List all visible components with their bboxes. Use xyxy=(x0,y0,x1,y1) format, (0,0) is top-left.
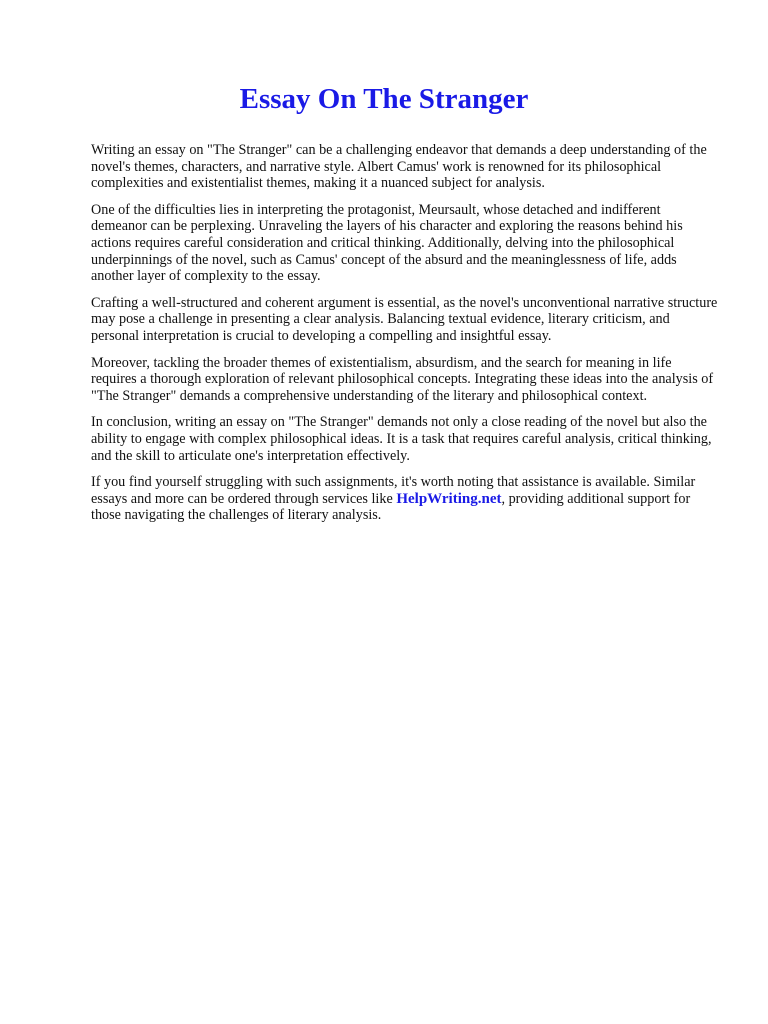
paragraph-intro: Writing an essay on "The Stranger" can be a challenging endeavor that demands a deep understanding of the novel's themes, characters, and narrative style. Albert Camus' work is renowned for its philosophical complexities and existentialist themes, making it a nuanced subject for analysis. xyxy=(91,142,707,192)
closing-text-before-link: If you find yourself struggling with such assignments, it's worth noting that assistance is available. Similar essays and more can be ordered through services like xyxy=(91,474,696,507)
document-title: Essay On The Stranger xyxy=(239,83,529,115)
closing-text-after-link: , providing additional support for those navigating the challenges of literary analysis. xyxy=(91,490,691,524)
paragraph-closing xyxy=(91,474,718,524)
paragraph-themes: Moreover, tackling the broader themes of existentialism, absurdism, and the search for meaning in life requires a thorough exploration of relevant philosophical concepts. Integrating these ideas into the analysis of "The Stranger" demands a comprehensive understanding of the literary and philosophical context. xyxy=(91,354,714,404)
paragraph-structure: Crafting a well-structured and coherent argument is essential, as the novel's unconventional narrative structure may pose a challenge in presenting a clear analysis. Balancing textual evidence, literary criticism, and personal interpretation is crucial to developing a compelling and insightful essay. xyxy=(91,294,718,344)
paragraph-protagonist: One of the difficulties lies in interpreting the protagonist, Meursault, whose detached and indifferent demeanor can be perplexing. Unraveling the layers of his character and exploring the reasons behind his actions requires careful consideration and critical thinking. Additionally, delving into the philosophical underpinnings of the novel, such as Camus' concept of the absurd and the meaninglessness of life, adds another layer of complexity to the essay. xyxy=(91,201,683,285)
paragraph-conclusion: In conclusion, writing an essay on "The Stranger" demands not only a close reading of the novel but also the ability to engage with complex philosophical ideas. It is a task that requires careful analysis, critical thinking, and the skill to articulate one's interpretation effectively. xyxy=(91,414,712,464)
helpwriting-link[interactable]: HelpWriting.net xyxy=(396,490,502,507)
